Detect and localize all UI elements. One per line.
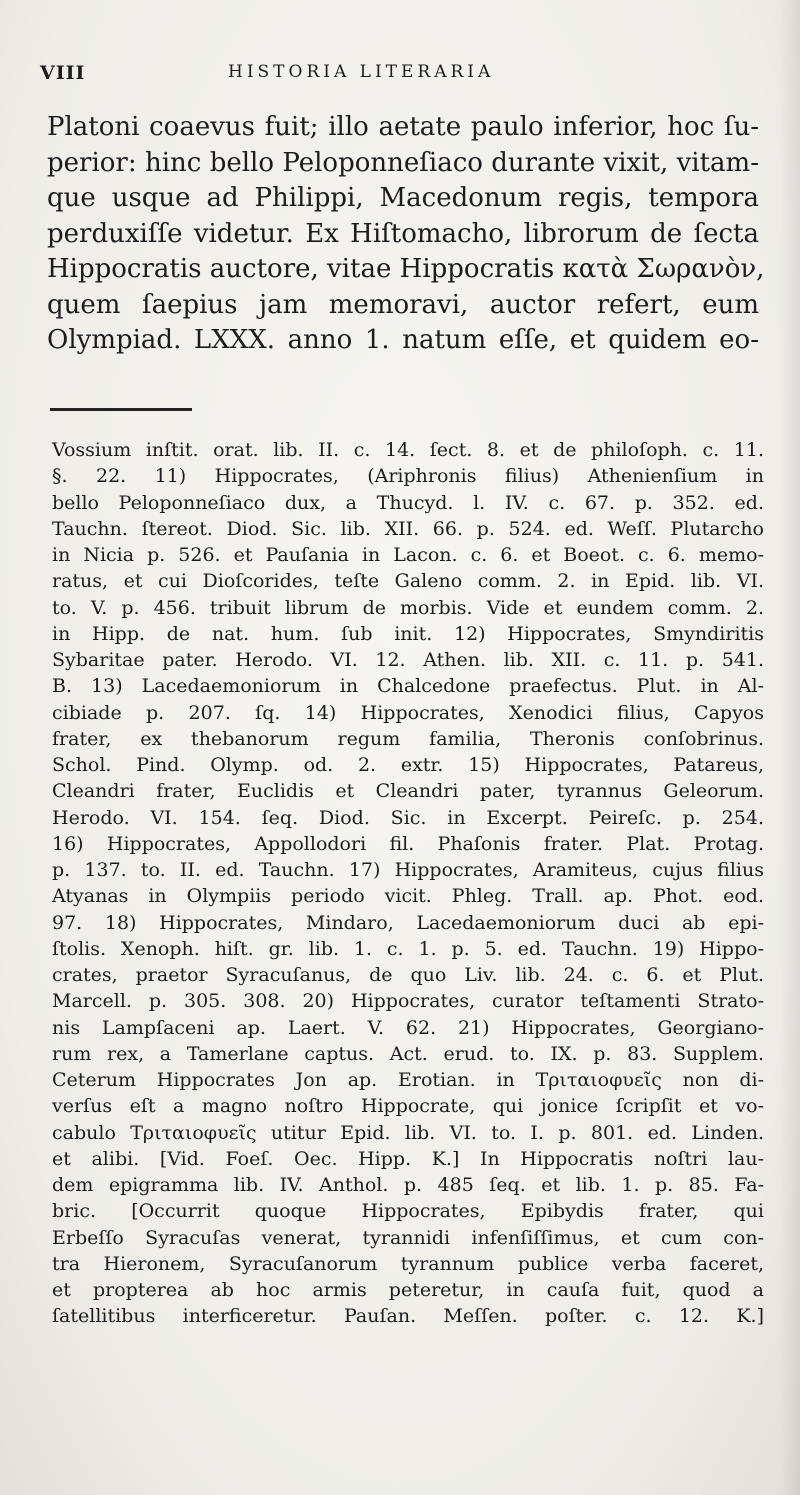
note-line: Cleandri frater, Euclidis et Cleandri pater, tyrannus Geleorum.: [52, 780, 764, 803]
page-header: [40, 62, 760, 92]
running-title: HISTORIA LITERARIA: [228, 62, 495, 82]
note-line: 97. 18) Hippocrates, Mindaro, Lacedaemoniorum duci ab epi-: [52, 911, 764, 934]
footnotes: [52, 437, 764, 1330]
note-line: to. V. p. 456. tribuit librum de morbis. Vide et eundem comm. 2.: [52, 596, 764, 619]
note-line: bello Peloponneſiaco dux, a Thucyd. l. IV. c. 67. p. 352. ed.: [52, 491, 764, 514]
note-line: verſus eſt a magno noſtro Hippocrate, qui jonice ſcripſit et vo-: [52, 1095, 764, 1118]
page-number: VIII: [40, 62, 86, 84]
note-line: dem epigramma lib. IV. Anthol. p. 485 ſeq. et lib. 1. p. 85. Fa-: [52, 1174, 764, 1196]
main-line: Olympiad. LXXX. anno 1. natum eſſe, et quidem eo-: [47, 325, 759, 355]
main-line: perior: hinc bello Peloponneſiaco durante vixit, vitam-: [47, 147, 759, 178]
note-line: B. 13) Lacedaemoniorum in Chalcedone praefectus. Plut. in Al-: [52, 675, 764, 698]
note-line: Schol. Pind. Olymp. od. 2. extr. 15) Hippocrates, Patareus,: [52, 754, 764, 776]
page-edge-shadow: [778, 0, 800, 1495]
note-line: Atyanas in Olympiis periodo vicit. Phleg. Trall. ap. Phot. eod.: [52, 885, 764, 908]
note-line: 16) Hippocrates, Appollodori fil. Phaſonis frater. Plat. Protag.: [52, 832, 764, 855]
note-line: rum rex, a Tamerlane captus. Act. erud. to. IX. p. 83. Supplem.: [52, 1042, 764, 1065]
note-line: Marcell. p. 305. 308. 20) Hippocrates, curator teſtamenti Strato-: [52, 990, 764, 1013]
main-line: que usque ad Philippi, Macedonum regis, tempora: [47, 183, 759, 213]
note-line: ſatellitibus interficeretur. Pauſan. Meſſen. poſter. c. 12. K.]: [52, 1305, 764, 1328]
main-line: Platoni coaevus fuit; illo aetate paulo inferior, hoc ſu-: [47, 112, 759, 142]
note-line: bric. [Occurrit quoque Hippocrates, Epibydis frater, qui: [52, 1200, 764, 1223]
footnote-divider: [50, 408, 192, 411]
note-line: p. 137. to. II. ed. Tauchn. 17) Hippocrates, Aramiteus, cujus filius: [52, 859, 764, 881]
note-line: ſtolis. Xenoph. hiſt. gr. lib. 1. c. 1. p. 5. ed. Tauchn. 19) Hippo-: [52, 937, 764, 960]
note-line: Tauchn. ſtereot. Diod. Sic. lib. XII. 66. p. 524. ed. Weſſ. Plutarcho: [52, 517, 764, 540]
note-line: in Nicia p. 526. et Pauſania in Lacon. c. 6. et Boeot. c. 6. memo-: [52, 544, 764, 566]
note-line: cibiade p. 207. ſq. 14) Hippocrates, Xenodici filius, Capyos: [52, 701, 764, 724]
note-line: et alibi. [Vid. Foeſ. Oec. Hipp. K.] In Hippocratis noſtri lau-: [52, 1147, 764, 1170]
note-line: nis Lampſaceni ap. Laert. V. 62. 21) Hippocrates, Georgiano-: [52, 1016, 764, 1039]
note-line: frater, ex thebanorum regum familia, Theronis conſobrinus.: [52, 727, 764, 750]
note-line: Sybaritae pater. Herodo. VI. 12. Athen. lib. XII. c. 11. p. 541.: [52, 649, 764, 671]
note-line: tra Hieronem, Syracuſanorum tyrannum publice verba faceret,: [52, 1252, 764, 1275]
note-line: cabulo Τριταιοφυεῖς utitur Epid. lib. VI. to. I. p. 801. ed. Linden.: [52, 1121, 764, 1144]
note-line: crates, praetor Syracuſanus, de quo Liv. lib. 24. c. 6. et Plut.: [52, 964, 764, 986]
note-line: Erbeſſo Syracuſas venerat, tyrannidi infenſiſſimus, et cum con-: [52, 1226, 764, 1249]
note-line: et propterea ab hoc armis peteretur, in cauſa fuit, quod a: [52, 1279, 764, 1301]
note-line: Ceterum Hippocrates Jon ap. Erotian. in Τριταιοφυεῖς non di-: [52, 1069, 764, 1091]
main-line: Hippocratis auctore, vitae Hippocratis κατὰ Σωρανὸν,: [47, 254, 765, 284]
note-line: Herodo. VI. 154. ſeq. Diod. Sic. in Excerpt. Peireſc. p. 254.: [52, 806, 764, 829]
main-line: perduxiſſe videtur. Ex Hiſtomacho, librorum de ſecta: [47, 218, 759, 249]
note-line: in Hipp. de nat. hum. ſub init. 12) Hippocrates, Smyndiritis: [52, 622, 764, 645]
note-line: §. 22. 11) Hippocrates, (Ariphronis filius) Athenienſium in: [52, 465, 764, 488]
main-line: quem ſaepius jam memoravi, auctor refert, eum: [47, 289, 759, 320]
note-line: ratus, et cui Dioſcorides, teſte Galeno comm. 2. in Epid. lib. VI.: [52, 570, 764, 593]
note-line: Vossium inſtit. orat. lib. II. c. 14. ſect. 8. et de philoſoph. c. 11.: [52, 439, 764, 461]
main-paragraph: [47, 110, 765, 359]
